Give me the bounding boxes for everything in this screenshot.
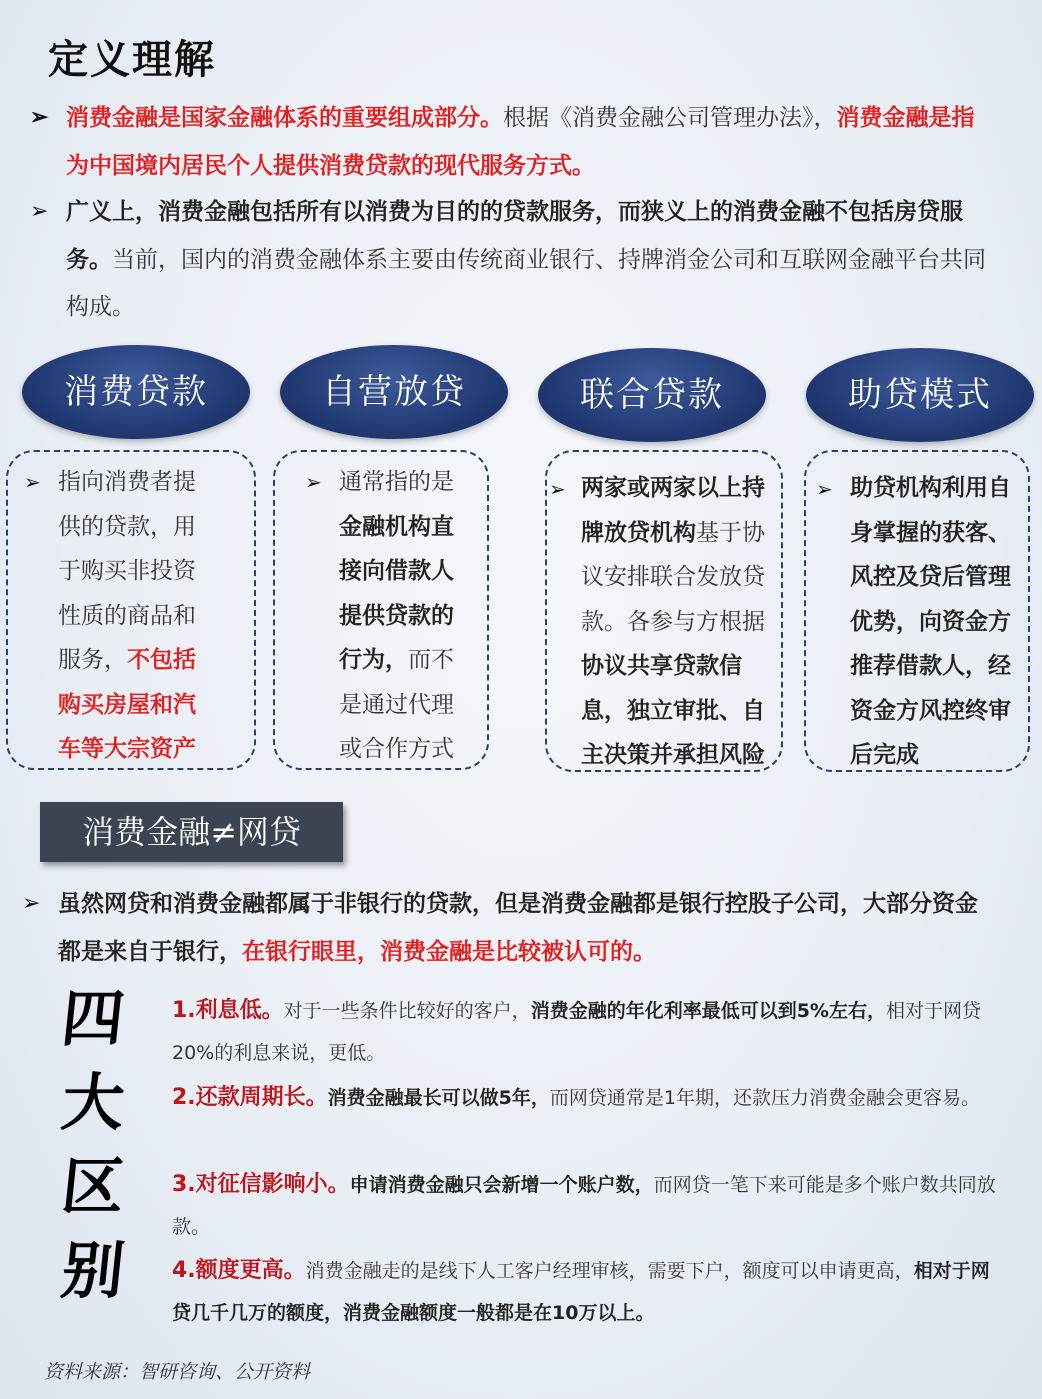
box-loan-assist-text: 助贷机构利用自身掌握的获客、风控及贷后管理优势，向资金方推荐借款人，经资金方风控终审后完成 xyxy=(850,474,1011,768)
box-loan-assist xyxy=(804,450,1030,772)
difference-item-4: 4.额度更高。消费金融走的是线下人工客户经理审核，需要下户，额度可以申请更高，相对于网贷几千几万的额度，消费金融额度一般都是在10万以上。 xyxy=(172,1258,990,1324)
intro-normal: 根据《消费金融公司管理办法》， xyxy=(503,105,837,131)
difference-item-2: 2.还款周期长。消费金融最长可以做5年，而网贷通常是1年期，还款压力消费金融会更容易。 xyxy=(172,1085,980,1110)
type-loan-assist: 助贷模式 xyxy=(806,348,1034,442)
intro-red-def-2: 费金融是指为中国境内居民个人提供消费贷款的现代服务方式。 xyxy=(66,104,975,179)
box-joint-loan-text: 两家或两家以上持牌放贷机构基于协议安排联合发放贷款。各参与方根据协议共享贷款信息，独立审批、自主决策并承担风险 xyxy=(581,474,765,768)
bullet-arrow-icon: ➢ xyxy=(22,891,41,916)
type-self-operated: 自营放贷 xyxy=(280,345,508,439)
diff-char-1: 四 xyxy=(58,982,128,1055)
intro-red-def-1: 消 xyxy=(836,104,860,131)
intro-normal-text: 当前，国内的消费金融体系主要由传统商业银行、持牌消金公司和互联网金融平台共同构成。 xyxy=(66,247,986,320)
bullet-arrow-icon: ➢ xyxy=(24,470,41,494)
difference-item-3: 3.对征信影响小。申请消费金融只会新增一个账户数，而网贷一笔下来可能是多个账户数共同放款。 xyxy=(172,1172,996,1238)
diff-char-2: 大 xyxy=(58,1066,128,1139)
box-consumer-loan xyxy=(6,450,256,770)
source-note: 资料来源：智研咨询、公开资料 xyxy=(44,1361,311,1383)
intro-paragraph-2 xyxy=(30,188,986,331)
box-self-operated xyxy=(273,450,489,770)
bullet-arrow-icon: ➢ xyxy=(816,477,833,501)
box-self-operated-text: 通常指的是金融机构直接向借款人提供贷款的行为，而不是通过代理或合作方式 xyxy=(339,469,454,762)
diff-char-4: 别 xyxy=(58,1234,128,1307)
intro-red-lead: 消费金融是国家金融体系的重要组成部分。 xyxy=(66,104,503,131)
bullet-arrow-icon: ➢ xyxy=(30,104,49,130)
bullet-arrow-icon: ➢ xyxy=(30,199,49,224)
type-joint-loan: 联合贷款 xyxy=(538,348,766,442)
compare-paragraph: ➢ 虽然网贷和消费金融都属于非银行的贷款，但是消费金融都是银行控股子公司，大部分资金都是来自于银行，在银行眼里，消费金融是比较被认可的。 xyxy=(58,880,998,976)
difference-item-1: 1.利息低。对于一些条件比较好的客户，消费金融的年化利率最低可以到5%左右，相对于网贷20%的利息来说，更低。 xyxy=(172,998,981,1064)
type-consumer-loan: 消费贷款 xyxy=(22,345,250,439)
box-consumer-loan-text: 指向消费者提供的贷款，用于购买非投资性质的商品和服务，不包括购买房屋和汽车等大宗资产 xyxy=(58,469,196,762)
intro-paragraph-1 xyxy=(30,94,986,190)
intro-bold-text: 广义上，消费金融包括所有以消费为目的的贷款服务，而狭义上的消费金融不包括房贷服务。 xyxy=(66,198,963,273)
bullet-arrow-icon: ➢ xyxy=(305,470,322,494)
bullet-arrow-icon: ➢ xyxy=(549,477,566,501)
page-title: 定义理解 xyxy=(48,36,216,83)
section-banner: 消费金融≠网贷 xyxy=(40,802,343,862)
diff-char-3: 区 xyxy=(58,1150,128,1223)
box-joint-loan xyxy=(545,450,783,772)
